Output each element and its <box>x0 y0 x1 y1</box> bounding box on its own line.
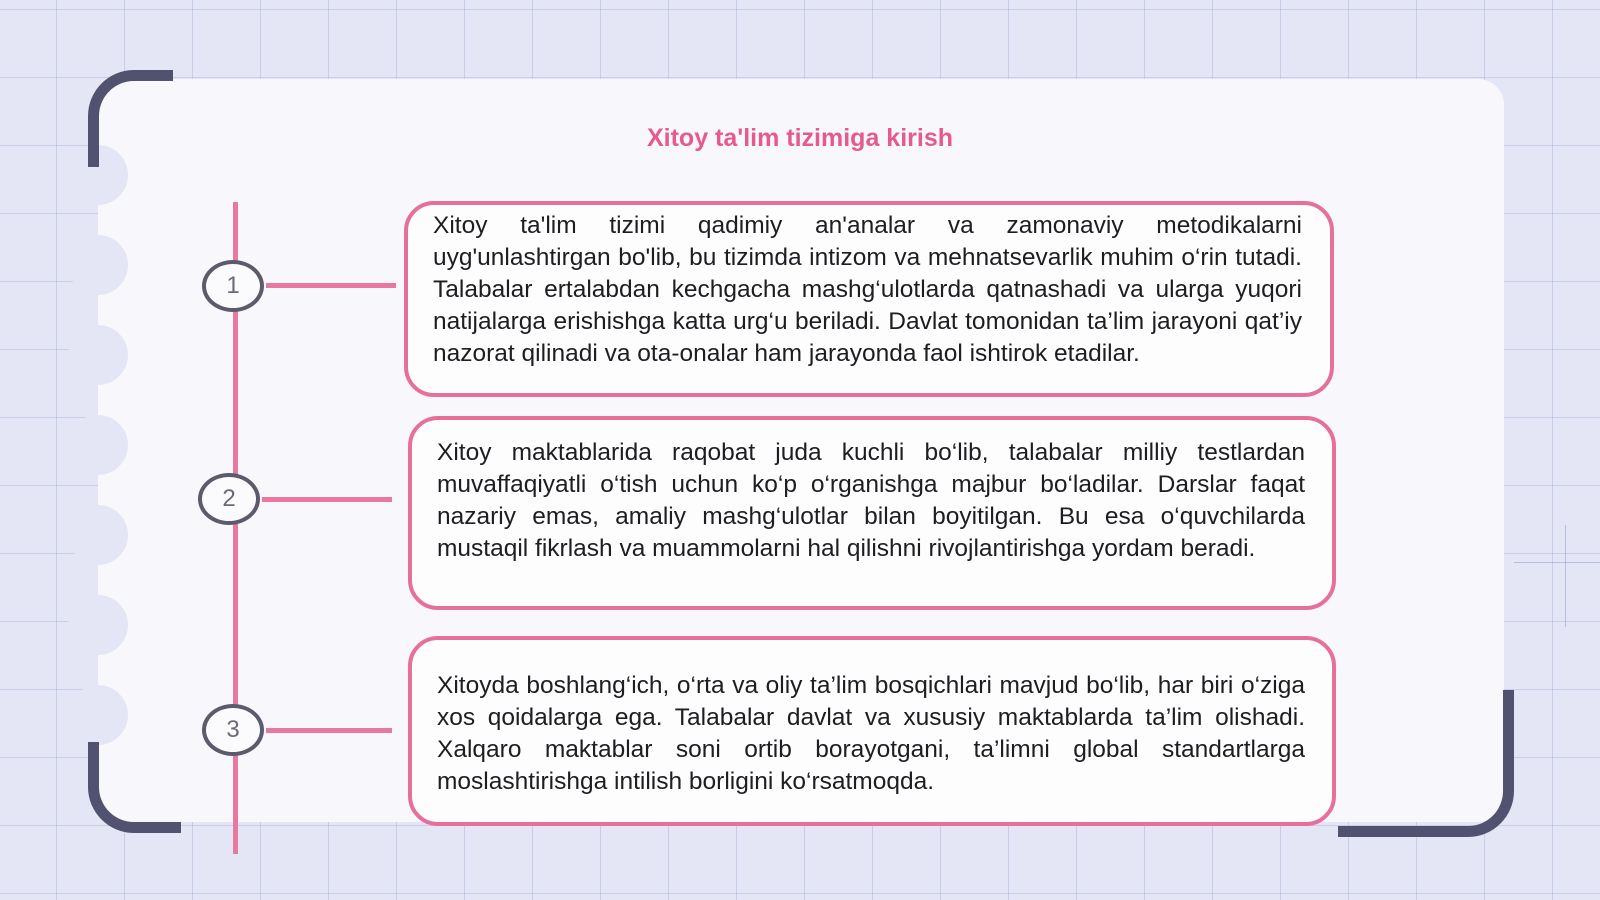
step-number-3: 3 <box>202 704 264 756</box>
grid-crosshair <box>1514 562 1600 563</box>
paper-scallop <box>68 325 128 385</box>
text-card-3 <box>408 636 1336 826</box>
paper-scallop <box>68 505 128 565</box>
corner-bracket-bottom-left <box>88 742 181 833</box>
grid-crosshair <box>1565 525 1566 627</box>
paper-scallop <box>68 685 128 745</box>
page-title: Xitoy ta'lim tizimiga kirish <box>646 124 954 152</box>
timeline-connector <box>266 283 396 288</box>
paper-scallop <box>68 235 128 295</box>
paper-scallop <box>68 595 128 655</box>
text-card-1 <box>404 201 1334 397</box>
card-paragraph: Xitoy maktablarida raqobat juda kuchli bo‘lib, talabalar milliy testlardan muvaffaqiyatli o‘tish uchun ko‘p o‘rganishga majbur bo‘ladilar. Darslar faqat nazariy emas, amaliy mashg‘ulotlar bilan boyitilgan. Bu esa o‘quvchilarda mustaqil fikrlash va muammolarni hal qilishni rivojlantirishga yordam beradi. <box>437 439 1305 562</box>
step-number-2: 2 <box>198 473 260 525</box>
timeline-connector <box>262 497 392 502</box>
step-number-1: 1 <box>202 260 264 312</box>
timeline-connector <box>266 728 392 733</box>
card-paragraph: Xitoy ta'lim tizimi qadimiy an'analar va zamonaviy metodikalarni uyg'unlashtirgan bo'lib, bu tizimda intizom va mehnatsevarlik muhim o‘rin tutadi. Talabalar ertalabdan kechgacha mashg‘ulotlarda qatnashadi va ularga yuqori natijalarga erishishga katta urg‘u beriladi. Davlat tomonidan ta’lim jarayoni qat’iy nazorat qilinadi va ota-onalar ham jarayonda faol ishtirok etadilar. <box>433 212 1302 367</box>
corner-bracket-top-left <box>88 70 173 167</box>
text-card-2 <box>408 416 1336 610</box>
corner-bracket-bottom-right <box>1338 690 1514 837</box>
card-paragraph: Xitoyda boshlang‘ich, o‘rta va oliy ta’lim bosqichlari mavjud bo‘lib, har biri o‘ziga xos qoidalarga ega. Talabalar davlat va xususiy maktablarda ta’lim olishadi. Xalqaro maktablar soni ortib borayotgani, ta’limni global standartlarga moslashtirishga intilish borligini ko‘rsatmoqda. <box>437 672 1305 795</box>
paper-scallop <box>68 415 128 475</box>
